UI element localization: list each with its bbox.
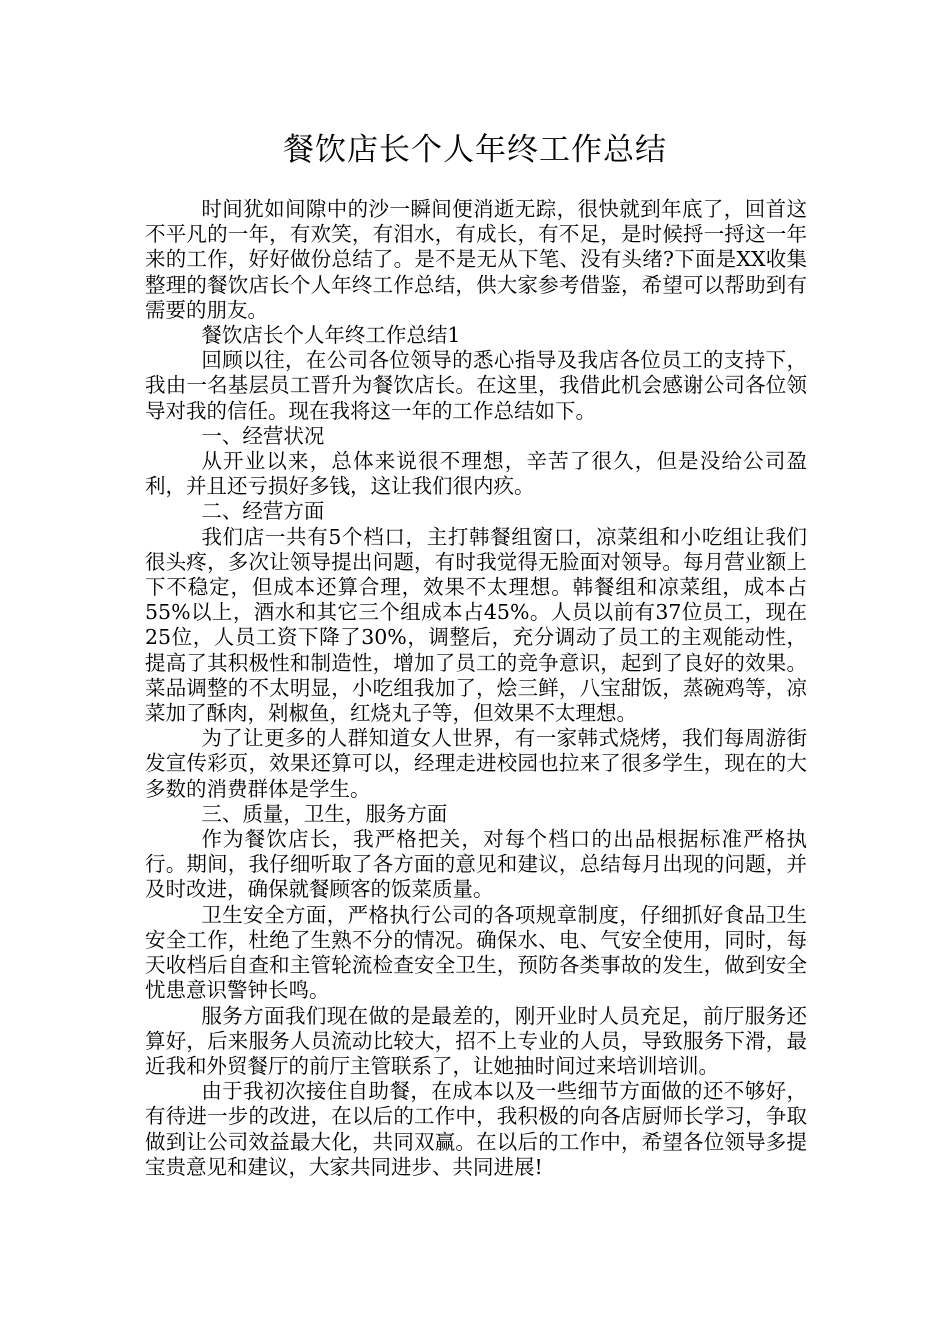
document-title: 餐饮店长个人年终工作总结 xyxy=(283,132,667,168)
document-body xyxy=(145,197,807,1180)
service-paragraph: 服务方面我们现在做的是最差的，刚开业时人员充足，前厅服务还算好，后来服务人员流动比较大，招不上专业的人员，导致服务下滑，最近我和外贸餐厅的前厅主管联系了，让她抽时间过来培训培训。 xyxy=(145,1003,807,1078)
closing-paragraph: 由于我初次接住自助餐，在成本以及一些细节方面做的还不够好，有待进一步的改进，在以后的工作中，我积极的向各店厨师长学习，争取做到让公司效益最大化，共同双赢。在以后的工作中，希望各位领导多提宝贵意见和建议，大家共同进步、共同进展! xyxy=(145,1079,807,1179)
operating-status-paragraph: 从开业以来，总体来说很不理想，辛苦了很久，但是没给公司盈利，并且还亏损好多钱，这让我们很内疚。 xyxy=(145,449,807,499)
intro-paragraph: 时间犹如间隙中的沙一瞬间便消逝无踪，很快就到年底了，回首这不平凡的一年，有欢笑，有泪水，有成长，有不足，是时候捋一捋这一年来的工作，好好做份总结了。是不是无从下笔、没有头绪?下面是XX收集整理的餐饮店长个人年终工作总结，供大家参考借鉴，希望可以帮助到有需要的朋友。 xyxy=(145,197,807,322)
section-heading-operations: 二、经营方面 xyxy=(201,499,325,524)
quality-paragraph: 作为餐饮店长，我严格把关，对每个档口的出品根据标准严格执行。期间，我仔细听取了各方面的意见和建议，总结每月出现的问题，并及时改进，确保就餐顾客的饭菜质量。 xyxy=(145,827,807,902)
section-heading-summary-1: 餐饮店长个人年终工作总结1 xyxy=(201,323,461,348)
promotion-paragraph: 为了让更多的人群知道女人世界，有一家韩式烧烤，我们每周游街发宣传彩页，效果还算可以，经理走进校园也拉来了很多学生，现在的大多数的消费群体是学生。 xyxy=(145,726,807,801)
operations-paragraph: 我们店一共有5个档口，主打韩餐组窗口，凉菜组和小吃组让我们很头疼，多次让领导提出问题，有时我觉得无脸面对领导。每月营业额上下不稳定，但成本还算合理，效果不太理想。韩餐组和凉菜组，成本占55%以上，酒水和其它三个组成本占45%。人员以前有37位员工，现在25位，人员工资下降了30%，调整后，充分调动了员工的主观能动性，提高了其积极性和制造性，增加了员工的竞争意识，起到了良好的效果。菜品调整的不太明显，小吃组我加了，烩三鲜，八宝甜饭，蒸碗鸡等，凉菜加了酥肉，剁椒鱼，红烧丸子等，但效果不太理想。 xyxy=(145,524,807,726)
review-paragraph: 回顾以往，在公司各位领导的悉心指导及我店各位员工的支持下，我由一名基层员工晋升为餐饮店长。在这里，我借此机会感谢公司各位领导对我的信任。现在我将这一年的工作总结如下。 xyxy=(145,348,807,423)
section-heading-quality-hygiene-service: 三、质量，卫生，服务方面 xyxy=(201,801,448,826)
section-heading-operating-status: 一、经营状况 xyxy=(201,423,325,448)
hygiene-paragraph: 卫生安全方面，严格执行公司的各项规章制度，仔细抓好食品卫生安全工作，杜绝了生熟不分的情况。确保水、电、气安全使用，同时，每天收档后自查和主管轮流检查安全卫生，预防各类事故的发生，做到安全忧患意识警钟长鸣。 xyxy=(145,902,807,1003)
